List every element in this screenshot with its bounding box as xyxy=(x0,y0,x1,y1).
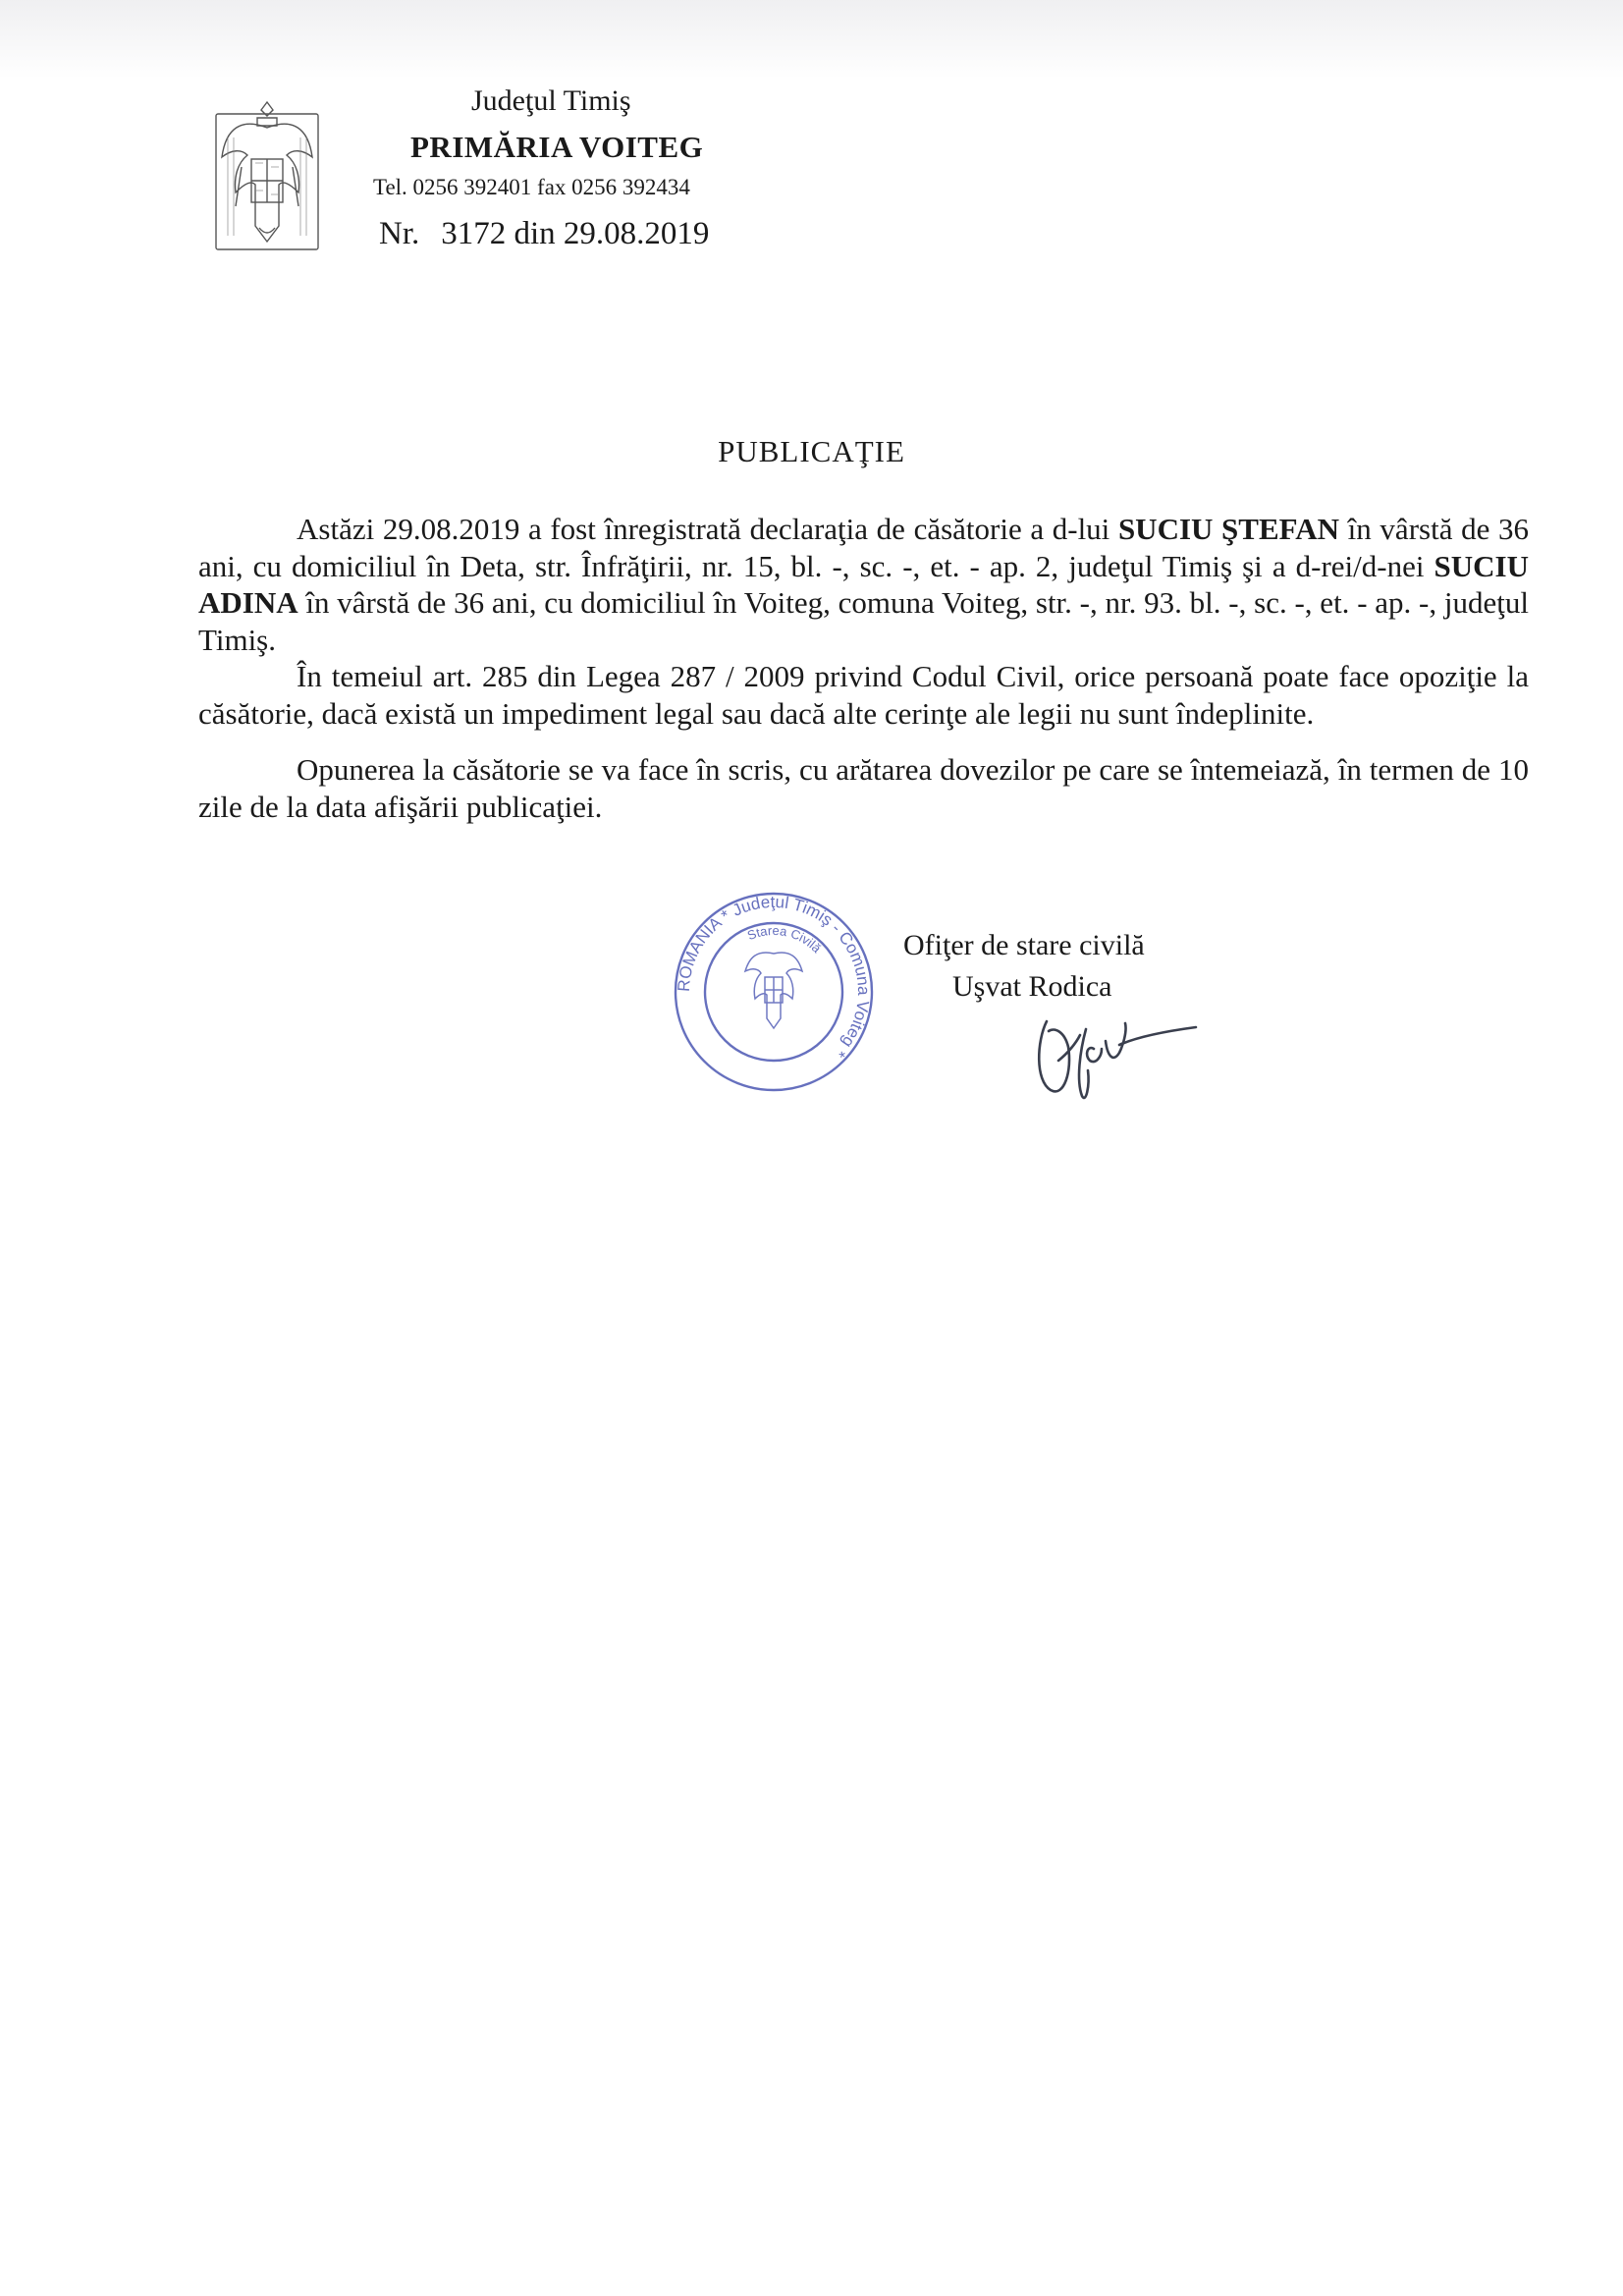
document-title: PUBLICAŢIE xyxy=(718,434,905,468)
phone-fax: Tel. 0256 392401 fax 0256 392434 xyxy=(373,175,690,199)
paragraph-opposition: Opunerea la căsătorie se va face în scris, cu arătarea dovezilor pe care se întemeiază, în termen de 10 zile de la data afişării publicaţiei. xyxy=(198,752,1529,824)
stamp-outer-text: ROMANIA * Judeţul Timiş - Comuna Voiteg * xyxy=(674,892,874,1062)
county-name: Judeţul Timiş xyxy=(471,84,631,117)
svg-text:Starea Civilă xyxy=(745,923,825,957)
groom-name: SUCIU ŞTEFAN xyxy=(1117,512,1340,546)
document-body xyxy=(198,511,1529,825)
declaration-text-c: în vârstă de 36 ani, cu domiciliul în Voiteg, comuna Voiteg, str. -, nr. 93. bl. -, sc. -, et. - ap. -, judeţul Timiş. xyxy=(198,585,1529,657)
official-stamp-icon xyxy=(671,889,877,1095)
registration-label: Nr. xyxy=(379,216,420,251)
coat-of-arms-icon xyxy=(212,98,322,253)
signatory-name: Uşvat Rodica xyxy=(952,970,1112,1003)
registration-number xyxy=(379,216,709,252)
paragraph-declaration xyxy=(198,511,1529,658)
bride-name: SUCIU ADINA xyxy=(198,548,1529,620)
scan-edge-shading xyxy=(0,0,1623,79)
institution-name: PRIMĂRIA VOITEG xyxy=(410,130,704,164)
declaration-text-a: Astăzi 29.08.2019 a fost înregistrată declaraţia de căsătorie a d-lui xyxy=(297,512,1118,546)
signatory-role: Ofiţer de stare civilă xyxy=(903,929,1145,961)
declaration-text-b: în vârstă de 36 ani, cu domiciliul în Deta, str. Înfrăţirii, nr. 15, bl. -, sc. -, et. - ap. 2, judeţul Timiş şi a d-rei/d-nei xyxy=(198,512,1529,583)
handwritten-signature xyxy=(1029,1002,1206,1110)
paragraph-legal-basis: În temeiul art. 285 din Legea 287 / 2009 privind Codul Civil, orice persoană poate face opoziţie la căsătorie, dacă există un impediment legal sau dacă alte cerinţe ale legii nu sunt îndeplinite. xyxy=(198,659,1529,731)
stamp-inner-text: Starea Civilă xyxy=(744,922,825,957)
registration-value: 3172 din 29.08.2019 xyxy=(441,216,710,251)
